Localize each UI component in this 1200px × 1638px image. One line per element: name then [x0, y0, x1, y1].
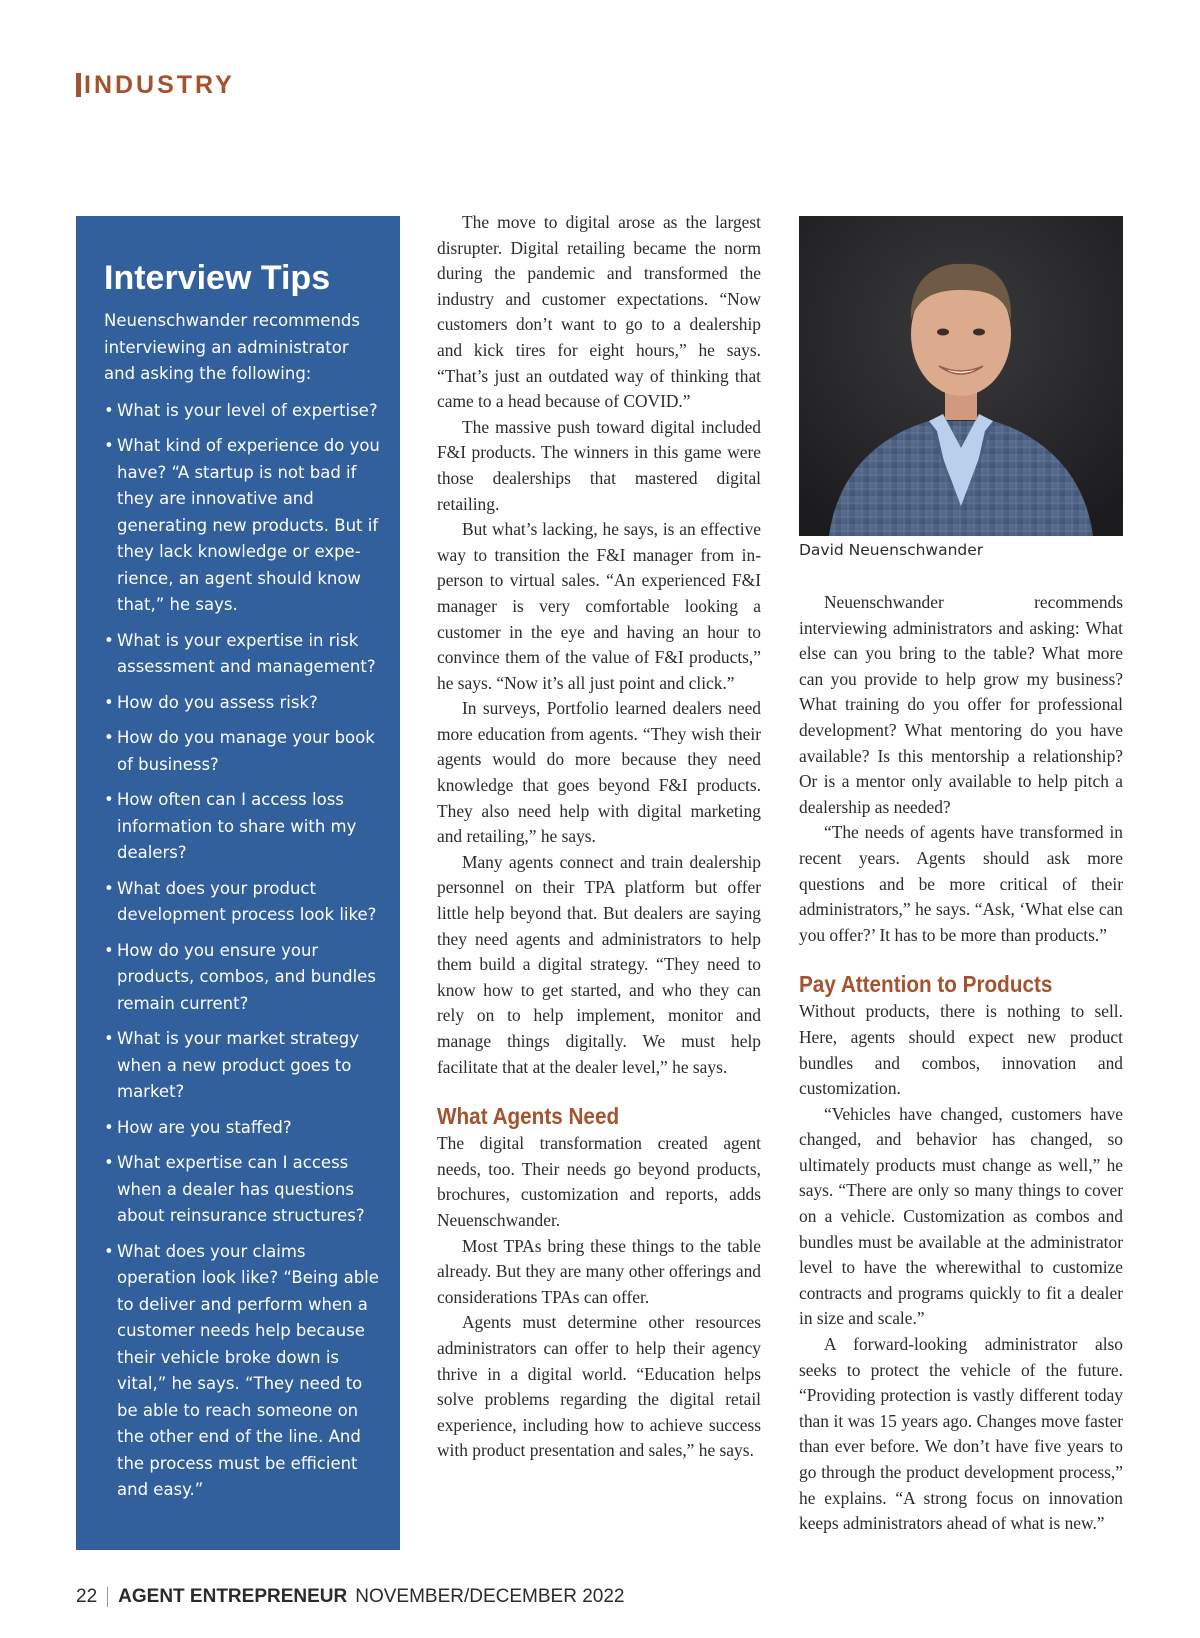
tip-item: [104, 876, 380, 929]
body-paragraph: Without products, there is nothing to sell. Here, agents should expect new product bundles and combos, innovation and customization.: [799, 1001, 1123, 1099]
magazine-name: AGENT ENTREPRENEUR: [118, 1586, 348, 1607]
body-paragraph: Neuenschwander recommends interviewing administrators and asking: What else can you bring to the table? What more can you provide to help grow my business? What training do you offer for professional development? What mentoring do you have available? Is this mentorship a relationship? Or is a mentor only available to help pitch a dealership as needed?: [799, 592, 1123, 817]
bullet-icon: •: [104, 400, 114, 420]
tip-text: How do you assess risk?: [117, 692, 318, 712]
issue-date: NOVEMBER/DECEMBER 2022: [355, 1586, 625, 1607]
tip-text: How do you ensure your products, combos, and bundles remain current?: [117, 940, 376, 1013]
body-paragraph: The digital transformation created agent needs, too. Their needs go beyond products, brochures, customization and reports, adds Neuenschwander.: [437, 1133, 761, 1230]
tip-item: [104, 690, 380, 717]
tip-item: [104, 1115, 380, 1142]
bullet-icon: •: [104, 1117, 114, 1137]
bullet-icon: •: [104, 728, 114, 747]
bullet-icon: •: [104, 940, 114, 960]
body-paragraph: Agents must determine other resources administrators can offer to help their agency thrive in a digital world. “Education helps solve problems regarding the digital retail experience, including how to achieve success with product presentation and sales,” he says.: [437, 1312, 761, 1461]
tips-list: [104, 398, 380, 1504]
body-paragraph: Most TPAs bring these things to the table already. But they are many other offerings and considerations TPAs can offer.: [437, 1235, 761, 1307]
photo-caption: David Neuenschwander: [799, 541, 984, 559]
body-paragraph: In surveys, Portfolio learned dealers need more education from agents. “They wish their agents would do more because they need knowledge that goes beyond F&I products. They also need help with digital marketing and retailing,” he says.: [437, 698, 761, 847]
tip-item: [104, 1150, 380, 1230]
interview-tips-sidebar: [76, 216, 400, 1550]
body-paragraph: The move to digital arose as the largest disrupter. Digital retailing became the norm during the pandemic and transformed the industry and customer expectations. “Now customers don’t want to go to a dealership and kick tires for eight hours,” he says. “That’s just an outdated way of thinking that came to a head because of COVID.”: [437, 212, 761, 412]
tip-item: [104, 725, 380, 778]
tip-text: How often can I access loss information to share with my dealers?: [117, 790, 357, 862]
section-label-text: INDUSTRY: [84, 71, 235, 99]
body-paragraph: “Vehicles have changed, customers have changed, and behavior has changed, so ultimately products must change as well,” he says. “There are only so many things to cover on a vehicle. Customization as combos and bundles must be available at the administrator level to have the wherewithal to customize contracts and programs quickly to fit a dealer in size and scale.”: [799, 1103, 1123, 1329]
bullet-icon: •: [104, 790, 114, 809]
body-paragraph: But what’s lacking, he says, is an effective way to transition the F&I manager from in-person to virtual sales. “An experienced F&I manager is very comfortable looking a customer in the eye and having an hour to convince them of the value of F&I products,” he says. “Now it’s all just point and click.”: [437, 519, 761, 693]
footer-divider: [107, 1587, 108, 1607]
page-footer: [76, 1585, 624, 1609]
section-bar: [76, 73, 81, 97]
tip-text: What expertise can I access when a dealer has questions about reinsurance structures?: [117, 1153, 365, 1225]
bullet-icon: •: [104, 692, 114, 712]
tip-item: [104, 433, 380, 619]
tip-text: What is your level of expertise?: [117, 400, 378, 420]
bullet-icon: •: [104, 1029, 114, 1048]
tip-text: What kind of experience do you have? “A startup is not bad if they are innovative and generating new products. But if they lack knowledge or expe-rience, an agent should know that,” he says.: [117, 436, 380, 614]
tip-item: [104, 938, 380, 1018]
tip-text: How are you staffed?: [117, 1117, 292, 1137]
bullet-icon: •: [104, 630, 114, 650]
body-paragraph: The massive push toward digital included F&I products. The winners in this game were those dealerships that mastered digital retailing.: [437, 416, 761, 514]
tip-text: What is your expertise in risk assessment and management?: [117, 630, 376, 676]
tip-item: [104, 398, 380, 425]
body-paragraph: A forward-looking administrator also seeks to protect the vehicle of the future. “Providing protection is vastly different today than it was 15 years ago. Changes move faster than ever before. We don’t have five years to go through the product development process,” he explains. “A strong focus on innovation keeps administrators ahead of what is new.”: [799, 1334, 1123, 1534]
tip-item: [104, 1026, 380, 1106]
tip-text: How do you manage your book of business?: [117, 728, 375, 774]
subhead-what-agents-need: What Agents Need: [437, 1103, 620, 1130]
tip-item: [104, 1239, 380, 1504]
body-paragraph: Many agents connect and train dealership personnel on their TPA platform but offer little help beyond that. But dealers are saying they need agents and administrators to help them build a digital strategy. “They need to know how to get started, and who they can rely on to help implement, monitor and manage things digitally. We must help facilitate that at the dealer level,” he says.: [437, 851, 761, 1077]
tip-item: [104, 628, 380, 681]
body-paragraph: “The needs of agents have transformed in recent years. Agents should ask more questions and be more critical of their administrators,” he says. “Ask, ‘What else can you offer?’ It has to be more than products.”: [799, 822, 1123, 945]
article-column-2: [437, 210, 761, 1464]
bullet-icon: •: [104, 436, 114, 455]
bullet-icon: •: [104, 1241, 114, 1261]
portrait-photo: [799, 216, 1123, 536]
bullet-icon: •: [104, 1153, 114, 1172]
page-number: 22: [76, 1586, 98, 1607]
sidebar-title: Interview Tips: [104, 259, 331, 297]
article-column-3: [799, 590, 1123, 1537]
subhead-pay-attention: Pay Attention to Products: [799, 971, 1053, 998]
tip-text: What is your market strategy when a new product goes to market?: [117, 1029, 359, 1101]
sidebar-intro: Neuenschwander recommends interviewing an administrator and asking the following:: [104, 311, 360, 383]
tip-text: What does your claims operation look like? “Being able to deliver and perform when a customer needs help because their vehicle broke down is vital,” he says. “They need to be able to reach someone on the other end of the line. And the process must be efficient and easy.”: [117, 1241, 379, 1499]
tip-item: [104, 787, 380, 867]
bullet-icon: •: [104, 878, 114, 898]
section-label: [76, 70, 235, 100]
tip-text: What does your product development process look like?: [117, 878, 377, 924]
